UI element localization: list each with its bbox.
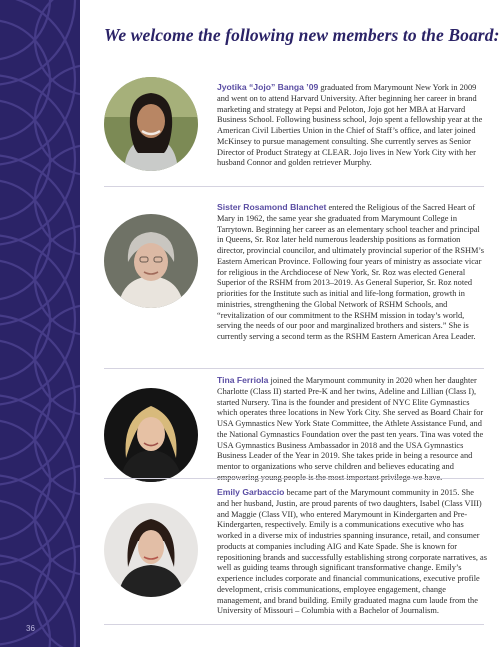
decorative-side-band	[0, 0, 80, 647]
divider	[104, 368, 484, 369]
portrait-photo	[104, 214, 198, 308]
divider	[104, 186, 484, 187]
portrait-photo	[104, 77, 198, 171]
member-bio	[217, 487, 487, 617]
portrait-photo	[104, 388, 198, 482]
portrait-photo	[104, 503, 198, 597]
member-bio	[217, 375, 487, 484]
member-bio-text: became part of the Marymount community in 2015. She and her husband, Justin, are proud parents of two daughters, Isabel (Class VIII) and Maggie (Class VII), who entered Marymount in Kindergarten and Pre-Kindergarten, respectively. Emily is a communications executive who has worked in a diverse mix of industries spanning insurance, retail, and consumer products at companies including AIG and Kate Spade. She is known for repositioning brands and successfully establishing strong corporate narratives, as well as guiding teams through significant transformative change. Emily’s experience includes corporate and financial communications, executive profile development, crisis communications, employee engagement, change management, and brand building. Emily graduated magna cum laude from the University of Missouri – Columbia with a Bachelor of Journalism.	[217, 488, 487, 616]
member-bio	[217, 202, 487, 343]
page-headline: We welcome the following new members to the Board:	[104, 25, 500, 45]
page-number: 36	[26, 624, 35, 633]
member-name: Sister Rosamond Blanchet	[217, 202, 327, 212]
arc-pattern	[0, 0, 80, 647]
divider	[104, 624, 484, 625]
member-name: Jyotika “Jojo” Banga ’09	[217, 82, 319, 92]
divider	[104, 478, 484, 479]
member-bio-text: graduated from Marymount New York in 2009 and went on to attend Harvard University. After beginning her career in brand marketing and strategy at Pepsi and Peloton, Jojo got her MBA at Harvard Business School. Following business school, Jojo spent a fellowship year at the American Civil Liberties Union in the Chief of Staff’s office, and later joined McKinsey to pursue management consulting. She currently serves as Senior Director of Product Strategy at CLEAR. Jojo lives in New York City with her husband Connor and golden retriever Murphy.	[217, 83, 483, 168]
member-bio-text: entered the Religious of the Sacred Heart of Mary in 1962, the same year she graduated from Marymount College in Tarrytown. Beginning her career as an elementary school teacher and principal in Queens, Sr. Roz later held numerous leadership positions as formation director, provincial councilor, and ultimately provincial superior of the RSHM’s Eastern American Province. Following four years of ministry as associate vicar for religious in the Archdiocese of New York, Sr. Roz was elected General Superior of the RSHM from 2013–2019. As General Superior, Sr. Roz noted priorities for the Institute such as initial and life-long formation, growth in ministries, strengthening the Global Network of RSHM Schools, and “revitalization of our commitment to the RSHM mission in today’s world, serving the needs of our poor and marginalized brothers and sisters.” She is currently serving a second term as the RSHM Eastern American Area Leader.	[217, 203, 484, 341]
member-name: Emily Garbaccio	[217, 487, 285, 497]
member-name: Tina Ferriola	[217, 375, 269, 385]
member-bio	[217, 82, 487, 169]
member-bio-text: joined the Marymount community in 2020 when her daughter Charlotte (Class II) started Pre-K and her twins, Adeline and Lillian (Class I), started Nursery. Tina is the founder and president of NYC Elite Gymnastics which operates three locations in New York City. She served as Board Chair for USA Gymnastics New York State Committee, the Athlete Assistance Fund, and the National Gymnastics Foundation over the past ten years. Tina was voted the USA Gymnastics Business Ambassador in 2018 and the USA Gymnastics Business Leader of the Year in 2019. She takes pride in being a resource and mentor to organizations who serve children and believes educating and	[217, 376, 484, 471]
